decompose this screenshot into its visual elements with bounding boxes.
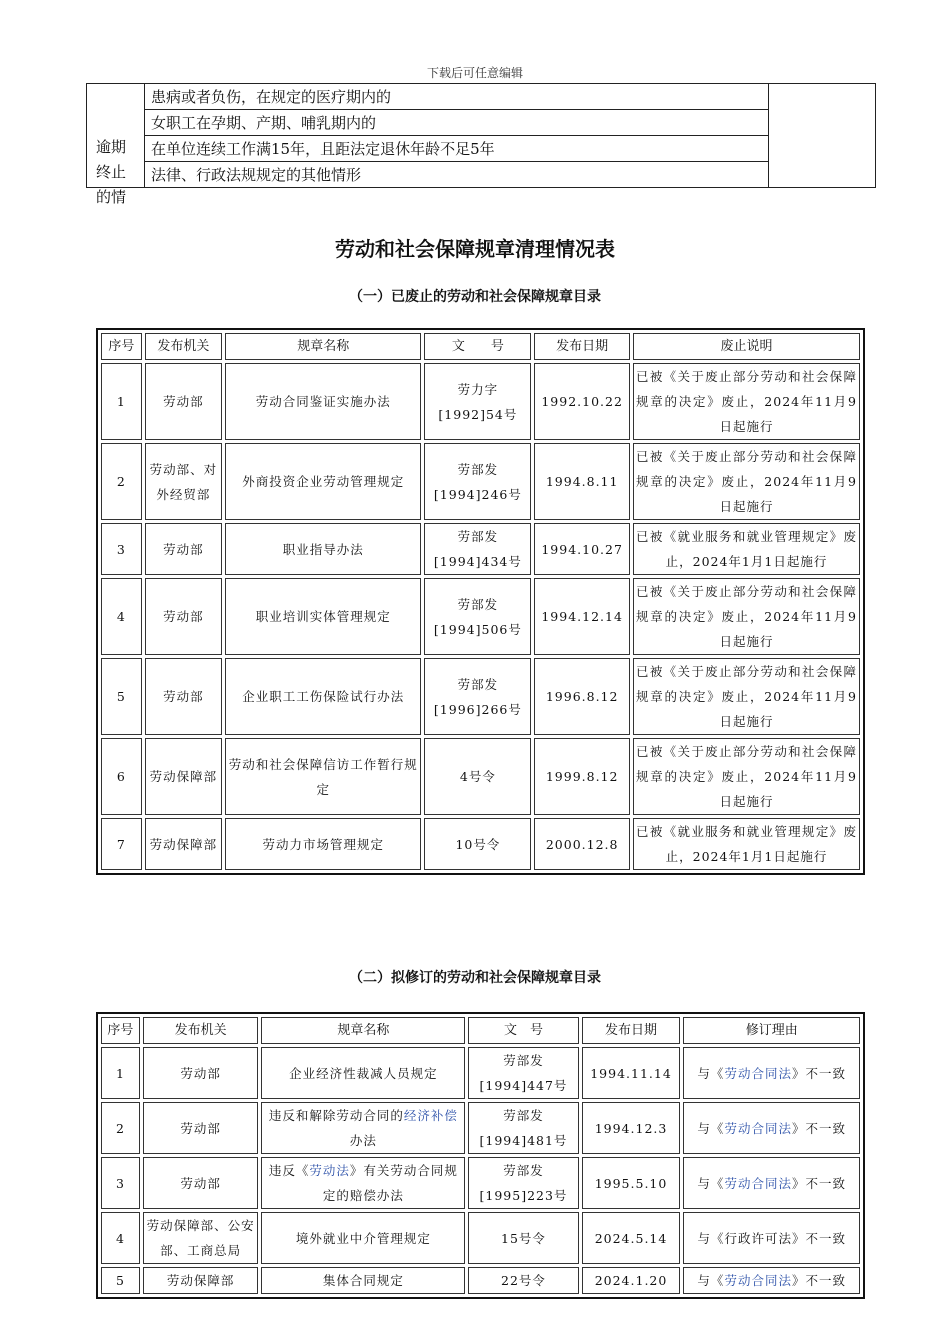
cell-date: 1994.12.3 [582,1102,681,1154]
table-row [87,84,876,110]
revise-rules-table [96,1012,865,1299]
cell-name [261,1267,465,1294]
condition-cell: 女职工在孕期、产期、哺乳期内的 [145,110,769,136]
side-label: 逾期终止的情 [96,138,127,206]
cell-doc: 15号令 [468,1212,578,1264]
cell-reason [683,1047,860,1099]
abolished-rules-table [96,328,865,875]
cell-doc: 劳部发[1994]481号 [468,1102,578,1154]
cell-reason [683,1102,860,1154]
cell-note: 已被《就业服务和就业管理规定》废止，2024年1月1日起施行 [633,818,860,870]
col-header-name: 规章名称 [225,333,421,360]
reason-text: 与《 [697,1065,725,1081]
table-row [87,162,876,188]
page-title: 劳动和社会保障规章清理情况表 [335,237,615,261]
rule-name-link[interactable]: 经济补偿 [403,1108,458,1123]
cell-org: 劳动保障部、公安部、工商总局 [143,1212,259,1264]
col-header-date: 发布日期 [534,333,630,360]
cell-no: 2 [101,1102,140,1154]
cell-note: 已被《关于废止部分劳动和社会保障规章的决定》废止，2024年11月9日起施行 [633,363,860,440]
condition-cell: 在单位连续工作满15年，且距法定退休年龄不足5年 [145,136,769,162]
rule-name-link[interactable]: 劳动法 [309,1163,350,1178]
rule-name-text: 企业经济性裁减人员规定 [289,1065,438,1081]
cell-doc: 劳部发[1995]223号 [468,1157,578,1209]
table-row [101,523,860,575]
col-header-doc: 文 号 [424,333,531,360]
cell-doc: 劳力字[1992]54号 [424,363,531,440]
col-header-no: 序号 [101,1017,140,1044]
table-row [101,1102,860,1154]
reason-text: 》不一致 [791,1065,846,1081]
cell-no: 4 [101,1212,140,1264]
table-row [101,818,860,870]
cell-no: 4 [101,578,142,655]
cell-date: 2024.1.20 [582,1267,681,1294]
cell-org: 劳动部 [145,578,222,655]
cell-org: 劳动部 [143,1047,259,1099]
table-row [101,1267,860,1294]
cell-name: 劳动合同鉴证实施办法 [225,363,421,440]
table-row [101,443,860,520]
reason-text: 与《 [697,1120,725,1136]
table-row [87,136,876,162]
cell-org: 劳动部、对外经贸部 [145,443,222,520]
cell-reason [683,1212,860,1264]
cell-doc: 22号令 [468,1267,578,1294]
law-link[interactable]: 劳动合同法 [724,1120,792,1136]
cell-no: 7 [101,818,142,870]
condition-cell: 法律、行政法规规定的其他情形 [145,162,769,188]
law-link[interactable]: 劳动合同法 [724,1273,792,1288]
cell-note: 已被《关于废止部分劳动和社会保障规章的决定》废止，2024年11月9日起施行 [633,578,860,655]
cell-no: 2 [101,443,142,520]
cell-doc: 劳部发[1994]506号 [424,578,531,655]
reason-text: 与《 [697,1175,725,1191]
cell-doc: 劳部发[1994]246号 [424,443,531,520]
reason-text: 》不一致 [791,1175,846,1191]
table-row [101,1047,860,1099]
cell-note: 已被《关于废止部分劳动和社会保障规章的决定》废止，2024年11月9日起施行 [633,738,860,815]
col-header-reason: 修订理由 [683,1017,860,1044]
rule-name-text: 办法 [349,1133,377,1148]
col-header-doc: 文 号 [468,1017,578,1044]
cell-org: 劳动保障部 [145,818,222,870]
col-header-name: 规章名称 [261,1017,465,1044]
rule-name-text: 违反和解除劳动合同的 [268,1108,404,1123]
law-link[interactable]: 劳动合同法 [724,1175,792,1191]
cell-name: 职业指导办法 [225,523,421,575]
reason-text: 》不一致 [791,1120,846,1136]
cell-date: 1994.11.14 [582,1047,681,1099]
rule-name-text: 》有关劳动合同规定的赔偿办法 [322,1163,458,1203]
cell-reason [683,1157,860,1209]
cell-doc: 劳部发[1996]266号 [424,658,531,735]
cell-date: 1995.5.10 [582,1157,681,1209]
cell-date: 2024.5.14 [582,1212,681,1264]
cell-org: 劳动保障部 [145,738,222,815]
cell-name: 劳动力市场管理规定 [225,818,421,870]
cell-org: 劳动部 [143,1157,259,1209]
cell-note: 已被《关于废止部分劳动和社会保障规章的决定》废止，2024年11月9日起施行 [633,658,860,735]
reason-text: 与《 [697,1273,725,1288]
cell-note: 已被《关于废止部分劳动和社会保障规章的决定》废止，2024年11月9日起施行 [633,443,860,520]
cell-no: 5 [101,658,142,735]
cell-no: 6 [101,738,142,815]
cell-org: 劳动部 [143,1102,259,1154]
blank-cell [769,84,876,188]
law-link[interactable]: 劳动合同法 [724,1065,792,1081]
cell-name [261,1157,465,1209]
cell-name: 职业培训实体管理规定 [225,578,421,655]
cell-date: 1994.12.14 [534,578,630,655]
cell-date: 1999.8.12 [534,738,630,815]
cell-doc: 劳部发[1994]447号 [468,1047,578,1099]
rule-name-text: 集体合同规定 [322,1273,404,1288]
section-heading-abolished: （一）已废止的劳动和社会保障规章目录 [349,289,601,305]
col-header-date: 发布日期 [582,1017,681,1044]
reason-text: 》不一致 [791,1273,846,1288]
cell-name: 企业职工工伤保险试行办法 [225,658,421,735]
rule-name-text: 境外就业中介管理规定 [295,1230,431,1246]
rule-name-text: 违反《 [268,1163,310,1178]
cell-doc: 10号令 [424,818,531,870]
cell-doc: 劳部发[1994]434号 [424,523,531,575]
table-row [101,1212,860,1264]
col-header-org: 发布机关 [145,333,222,360]
cell-no: 1 [101,1047,140,1099]
cell-no: 3 [101,523,142,575]
cell-no: 5 [101,1267,140,1294]
cell-date: 1994.8.11 [534,443,630,520]
col-header-org: 发布机关 [143,1017,259,1044]
reason-text: 与《行政许可法》不一致 [697,1230,846,1246]
cell-org: 劳动部 [145,363,222,440]
col-header-no: 序号 [101,333,142,360]
table-row [87,110,876,136]
cell-note: 已被《就业服务和就业管理规定》废止，2024年1月1日起施行 [633,523,860,575]
cell-name: 劳动和社会保障信访工作暂行规定 [225,738,421,815]
cell-name [261,1047,465,1099]
table-row [101,1157,860,1209]
cell-org: 劳动保障部 [143,1267,259,1294]
cell-name [261,1102,465,1154]
cell-no: 1 [101,363,142,440]
termination-conditions-table [86,83,876,188]
condition-cell: 患病或者负伤，在规定的医疗期内的 [145,84,769,110]
table-row [101,578,860,655]
cell-date: 2000.12.8 [534,818,630,870]
cell-org: 劳动部 [145,523,222,575]
table-header-row [101,1017,860,1044]
table-row [101,363,860,440]
section-heading-revise: （二）拟修订的劳动和社会保障规章目录 [349,970,601,986]
cell-date: 1994.10.27 [534,523,630,575]
page-note: 下载后可任意编辑 [426,66,523,80]
cell-name [261,1212,465,1264]
cell-doc: 4号令 [424,738,531,815]
cell-date: 1996.8.12 [534,658,630,735]
cell-reason [683,1267,860,1294]
cell-date: 1992.10.22 [534,363,630,440]
cell-name: 外商投资企业劳动管理规定 [225,443,421,520]
cell-no: 3 [101,1157,140,1209]
table-row [101,658,860,735]
cell-org: 劳动部 [145,658,222,735]
table-header-row [101,333,860,360]
table-row [101,738,860,815]
col-header-note: 废止说明 [633,333,860,360]
